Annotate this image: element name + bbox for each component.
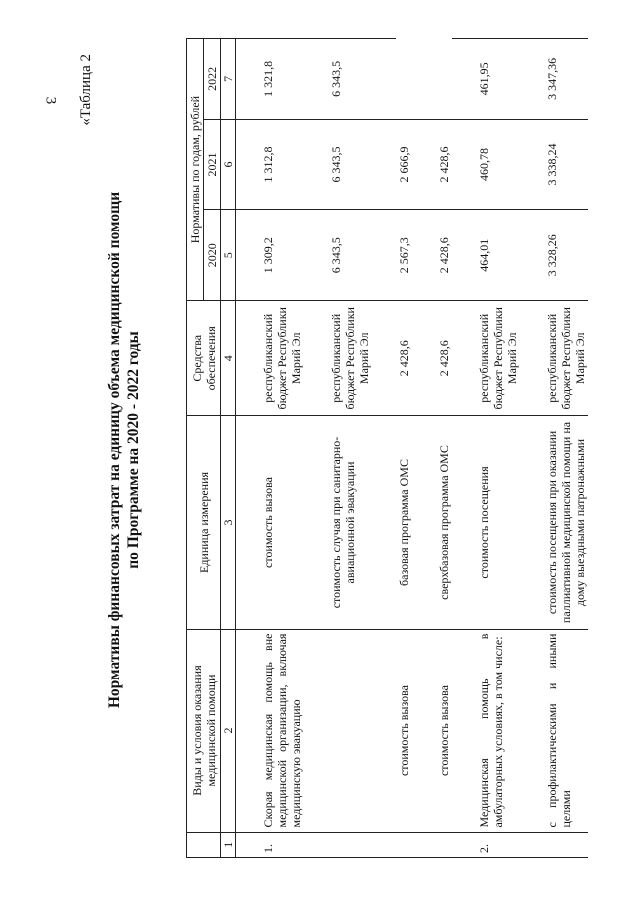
funding-source: сверхбазовая программа ОМС — [436, 416, 452, 629]
table-row — [436, 39, 452, 858]
header-funding-source: Средства обеспечения — [187, 301, 221, 416]
page-number: 3 — [42, 96, 59, 105]
value-2022: 3 347,36 — [544, 39, 588, 120]
value-2021: 2 567,3 — [396, 210, 412, 301]
column-number-row — [221, 39, 236, 858]
value-2020: 1 309,2 — [260, 210, 304, 301]
header-care-type: Виды и условия оказания медицинской помощи — [187, 629, 221, 832]
value-2021: 3 338,24 — [544, 119, 588, 210]
row-number — [396, 832, 412, 857]
unit: стоимость вызова — [436, 629, 452, 832]
column-number: 1 — [221, 832, 236, 857]
column-number: 5 — [221, 210, 236, 301]
unit: стоимость вызова — [260, 416, 304, 629]
rotated-sheet — [20, 20, 595, 880]
norms-group-label: Нормативы по годам, — [188, 134, 202, 244]
value-2022: 461,95 — [476, 39, 520, 120]
value-2020: 6 343,5 — [328, 210, 372, 301]
title-line-2: по Программе на 2020 - 2022 годы — [125, 331, 142, 569]
table-row — [396, 39, 412, 858]
norms-table — [186, 38, 588, 858]
header-number — [187, 832, 221, 857]
care-type: Медицинская помощь в амбулаторных условиях, в том числе: — [476, 629, 520, 832]
value-2021: 6 343,5 — [328, 119, 372, 210]
header-norms-group — [187, 39, 204, 301]
value-2020: 2 428,6 — [436, 301, 452, 416]
value-2021: 1 312,8 — [260, 119, 304, 210]
table-row — [544, 39, 588, 858]
care-type: Скорая медицинская помощь вне медицинской организации, включая медицинскую эвакуацию — [260, 629, 396, 832]
column-number: 7 — [221, 39, 236, 120]
header-year-2022: 2022 — [204, 39, 221, 120]
header-year-2021: 2021 — [204, 119, 221, 210]
row-number: 1. — [260, 832, 304, 857]
unit: стоимость посещения при оказании паллиативной медицинской помощи на дому выездными патронажными — [544, 416, 588, 629]
funding-source: республиканский бюджет Республики Марий Эл — [544, 301, 588, 416]
table-row — [260, 39, 304, 858]
row-number — [544, 832, 588, 857]
value-2022: 2 428,6 — [436, 119, 452, 210]
row-number — [328, 832, 372, 857]
row-number — [436, 832, 452, 857]
value-2022: 6 343,5 — [328, 39, 372, 120]
value-2022: 1 321,8 — [260, 39, 304, 120]
value-2020: 464,01 — [476, 210, 520, 301]
funding-source: республиканский бюджет Республики Марий Эл — [476, 301, 520, 416]
value-2020: 3 328,26 — [544, 210, 588, 301]
document-title — [105, 60, 143, 840]
value-2021: 460,78 — [476, 119, 520, 210]
currency-unit: рублей — [188, 95, 202, 132]
column-number: 6 — [221, 119, 236, 210]
header-unit: Единица измерения — [187, 416, 221, 629]
header-year-2020: 2020 — [204, 210, 221, 301]
unit: стоимость посещения — [476, 416, 520, 629]
funding-source: республиканский бюджет Республики Марий Эл — [260, 301, 304, 416]
column-number: 2 — [221, 629, 236, 832]
care-type: с профилактическими и иными целями — [544, 629, 588, 832]
table-label: «Таблица 2 — [78, 54, 94, 126]
title-line-1: Нормативы финансовых затрат на единицу объема медицинской помощи — [106, 191, 123, 709]
value-2021: 2 428,6 — [436, 210, 452, 301]
table-row — [476, 39, 520, 858]
column-number: 4 — [221, 301, 236, 416]
column-number: 3 — [221, 416, 236, 629]
funding-source: базовая программа ОМС — [396, 416, 412, 629]
funding-source: республиканский бюджет Республики Марий Эл — [328, 301, 372, 416]
unit: стоимость вызова — [396, 629, 412, 832]
unit: стоимость случая при санитарно-авиационной эвакуации — [328, 416, 372, 629]
value-2020: 2 428,6 — [396, 301, 412, 416]
row-number: 2. — [476, 832, 520, 857]
value-2022: 2 666,9 — [396, 119, 412, 210]
